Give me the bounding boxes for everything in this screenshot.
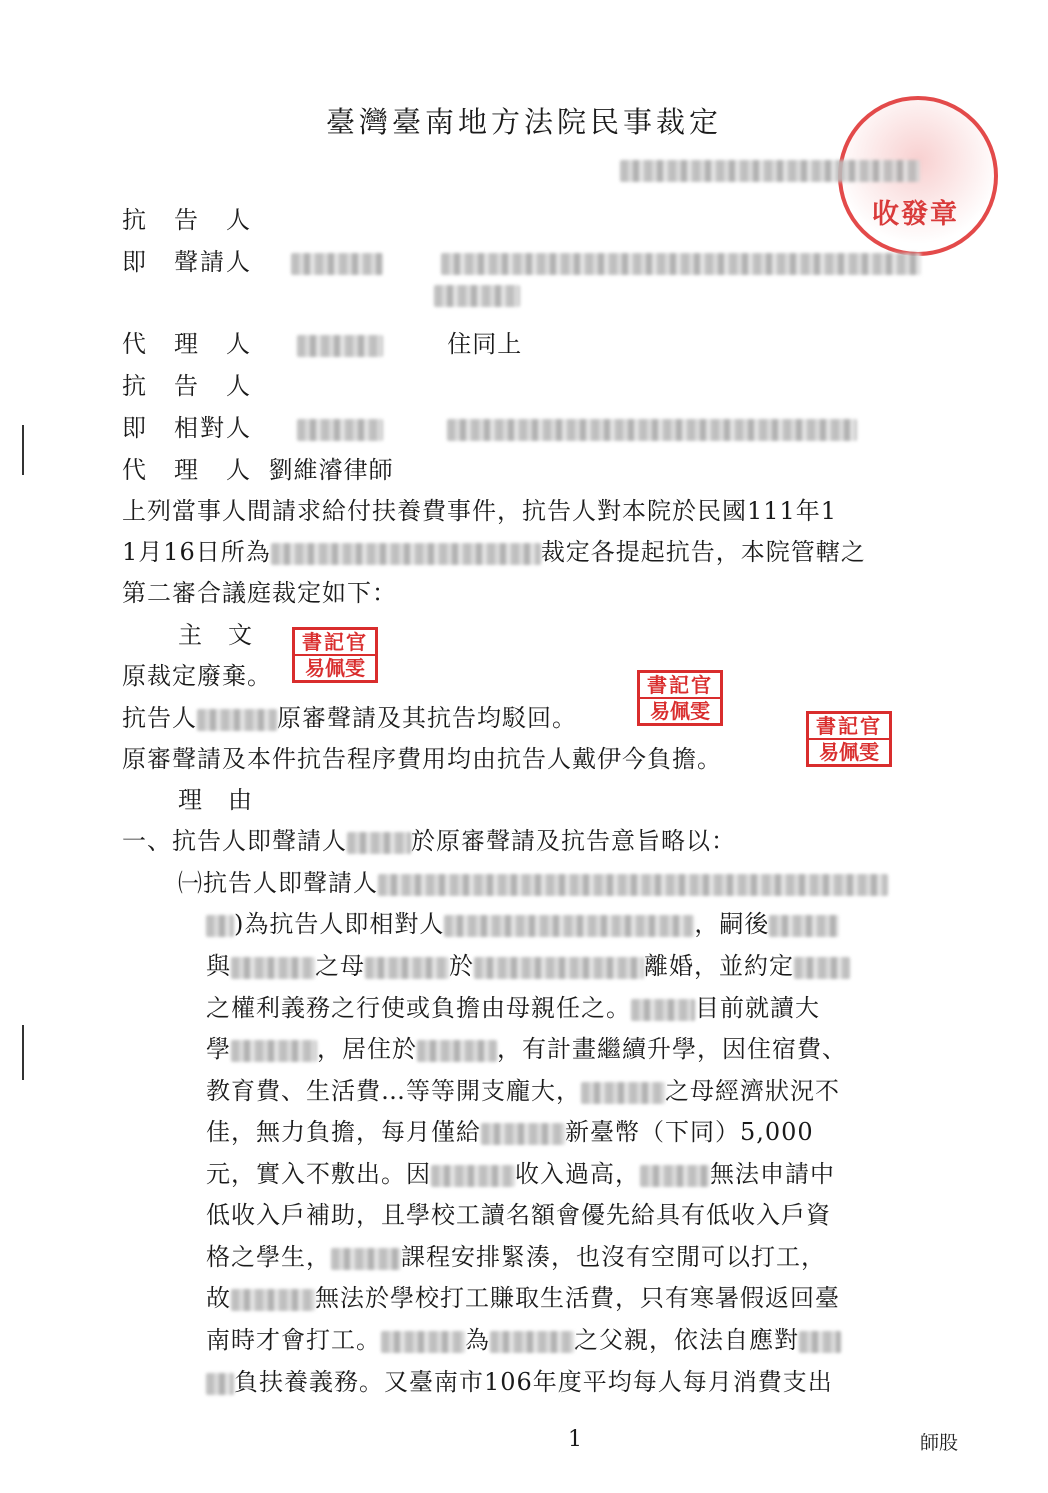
redacted-name — [365, 957, 449, 979]
reason-line — [206, 1112, 814, 1147]
redacted-name — [231, 957, 315, 979]
reason-text: ，嗣後 — [694, 910, 770, 938]
redacted-name — [231, 1289, 315, 1311]
reason-line — [206, 1195, 831, 1230]
clerk-seal — [637, 670, 723, 726]
redacted-name — [297, 335, 383, 357]
reasons-heading — [178, 780, 253, 815]
reason-text: 課程安排緊湊，也沒有空閒可以打工， — [401, 1243, 826, 1271]
clerk-seal — [292, 627, 378, 683]
reason-line — [122, 821, 736, 856]
main-paragraph — [122, 739, 722, 774]
redacted-name — [206, 915, 234, 937]
main-text: 抗告人 — [122, 704, 197, 732]
reason-text: 離婚，並約定 — [644, 952, 794, 980]
reason-text: 之權利義務之行使或負擔由母親任之。 — [206, 994, 631, 1022]
redacted-date — [474, 957, 644, 979]
party-appellant2 — [122, 366, 272, 401]
redacted-name — [331, 1248, 401, 1270]
redacted-name — [206, 1373, 234, 1395]
party-applicant — [122, 242, 921, 277]
reason-text: 南時才會打工。 — [206, 1326, 381, 1354]
main-heading — [178, 615, 253, 650]
party-respondent — [122, 408, 857, 443]
redacted-name — [581, 1082, 665, 1104]
redacted-name — [378, 874, 888, 896]
reason-text: 之父親，依法自應對 — [574, 1326, 799, 1354]
reason-text: 新臺幣（下同）5,000 — [565, 1118, 814, 1146]
reason-text: 與 — [206, 952, 231, 980]
reason-text: 無法申請中 — [710, 1160, 835, 1188]
reason-text: 收入過高， — [515, 1160, 640, 1188]
reason-text: 於原審聲請及抗告意旨略以： — [411, 827, 736, 855]
reason-line — [178, 863, 888, 898]
reason-text: 於 — [449, 952, 474, 980]
intro-text: 上列當事人間請求給付扶養費事件，抗告人對本院於民國111年1 — [122, 497, 838, 525]
reason-line — [206, 946, 850, 981]
party-label: 抗 告 人 — [122, 206, 252, 234]
party-label: 即 聲請人 — [122, 248, 252, 276]
heading-text: 理 由 — [178, 786, 253, 814]
redacted-case-ref — [271, 543, 541, 565]
reason-text: ㈠抗告人即聲請人 — [178, 869, 378, 897]
redacted-school — [231, 1040, 317, 1062]
party-label: 代 理 人 — [122, 456, 252, 484]
redacted-name — [431, 1165, 515, 1187]
reason-text: 無法於學校打工賺取生活費，只有寒暑假返回臺 — [315, 1284, 840, 1312]
redacted-name — [490, 1331, 574, 1353]
unit-label: 師股 — [920, 1432, 959, 1454]
reason-line — [206, 1237, 826, 1272]
redacted-address — [441, 253, 921, 275]
reason-text: 之母 — [315, 952, 365, 980]
party-agent2 — [122, 450, 394, 485]
reason-text: 教育費、生活費…等等開支龐大， — [206, 1077, 581, 1105]
party-agent1 — [122, 324, 522, 359]
reason-text: 低收入戶補助，且學校工讀名額會優先給具有低收入戶資 — [206, 1201, 831, 1229]
reason-text: 故 — [206, 1284, 231, 1312]
reason-line — [206, 1278, 840, 1313]
reason-text: 為 — [465, 1326, 490, 1354]
intro-line — [122, 491, 837, 526]
redacted-address — [447, 419, 857, 441]
page-number: 1 — [568, 1427, 582, 1452]
redacted-name — [444, 915, 694, 937]
agent1-address: 住同上 — [447, 330, 523, 358]
reason-line — [206, 1154, 835, 1189]
main-text: 原裁定廢棄。 — [122, 662, 272, 690]
seal-title: 書記官 — [295, 630, 375, 656]
seal-name: 易佩雯 — [305, 656, 365, 680]
redacted-place — [417, 1040, 497, 1062]
redacted-name — [291, 253, 383, 275]
reason-text: 格之學生， — [206, 1243, 331, 1271]
document-title: 臺灣臺南地方法院民事裁定 — [325, 105, 722, 139]
redacted-name — [794, 957, 850, 979]
redacted-address-cont — [434, 285, 520, 307]
reason-text: ，有計畫繼續升學，因住宿費、 — [497, 1035, 847, 1063]
redacted-name — [347, 832, 411, 854]
margin-mark — [22, 1025, 24, 1080]
redacted-name — [799, 1331, 841, 1353]
reason-text: 目前就讀大 — [695, 994, 820, 1022]
intro-text: 裁定各提起抗告，本院管轄之 — [540, 538, 866, 566]
reason-line — [206, 988, 820, 1023]
party-label: 代 理 人 — [122, 330, 252, 358]
reason-line — [206, 904, 839, 939]
reason-line — [206, 1071, 840, 1106]
reason-line — [206, 1029, 847, 1064]
intro-text: 第二審合議庭裁定如下： — [122, 579, 397, 607]
seal-title: 書記官 — [809, 714, 889, 740]
main-text: 原審聲請及其抗告均駁回。 — [277, 704, 577, 732]
intro-text: 1月16日所為 — [122, 538, 271, 566]
redacted-name — [640, 1165, 710, 1187]
margin-mark — [22, 425, 24, 475]
reason-text: 負扶養義務。又臺南市106年度平均每人每月消費支出 — [234, 1368, 833, 1396]
reason-text: 學 — [206, 1035, 231, 1063]
party-appellant — [122, 200, 272, 235]
party-label: 抗 告 人 — [122, 372, 252, 400]
heading-text: 主 文 — [178, 621, 253, 649]
reason-text: 元，實入不敷出。因 — [206, 1160, 431, 1188]
reason-line — [206, 1320, 841, 1355]
main-paragraph — [122, 698, 577, 733]
reason-text: 一、抗告人即聲請人 — [122, 827, 347, 855]
redacted-name — [197, 709, 277, 731]
case-number-redacted — [620, 160, 920, 182]
reason-text: ，居住於 — [317, 1035, 417, 1063]
intro-line — [122, 573, 397, 608]
clerk-seal — [806, 711, 892, 767]
redacted-name — [631, 999, 695, 1021]
reason-text: )為抗告人即相對人 — [234, 910, 445, 938]
reason-line — [206, 1362, 833, 1397]
main-paragraph — [122, 656, 272, 691]
seal-title: 書記官 — [640, 673, 720, 699]
main-text: 原審聲請及本件抗告程序費用均由抗告人戴伊今負擔。 — [122, 745, 722, 773]
redacted-name — [481, 1123, 565, 1145]
party-label: 即 相對人 — [122, 414, 252, 442]
agent2-name: 劉維濬律師 — [268, 456, 394, 484]
seal-name: 易佩雯 — [819, 740, 879, 764]
redacted-name — [297, 419, 383, 441]
reason-text: 之母經濟狀況不 — [665, 1077, 840, 1105]
intro-line — [122, 532, 866, 567]
seal-name: 易佩雯 — [650, 699, 710, 723]
received-stamp-text: 收發章 — [872, 199, 959, 230]
redacted-name — [769, 915, 839, 937]
redacted-name — [381, 1331, 465, 1353]
reason-text: 佳，無力負擔，每月僅給 — [206, 1118, 481, 1146]
